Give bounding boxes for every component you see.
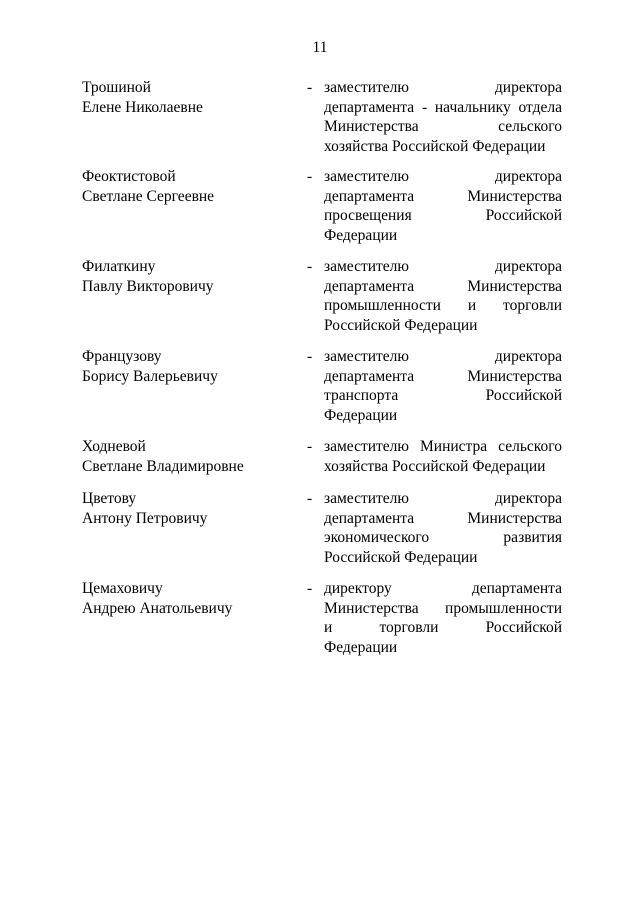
position-line: департамента Министерства <box>324 509 562 527</box>
surname: Цветову <box>82 490 137 507</box>
position-line: департамента Министерства <box>324 187 562 205</box>
position-line: Федерации <box>324 406 398 424</box>
page-number: 11 <box>312 39 328 56</box>
position-line: экономического развития <box>324 529 562 546</box>
position-text <box>324 257 562 335</box>
position-line: директору департамента <box>324 580 562 597</box>
given-name: Павлу Викторовичу <box>82 277 214 295</box>
given-name: Светлане Владимировне <box>82 457 244 475</box>
person-name <box>82 579 292 618</box>
surname: Французову <box>82 348 162 365</box>
person-name <box>82 437 292 476</box>
position-line: заместителю директора <box>324 258 562 275</box>
position-line: хозяйства Российской Федерации <box>324 457 546 475</box>
dash: - <box>307 258 313 275</box>
position-line: департамента - начальнику отдела <box>324 98 562 116</box>
person-name <box>82 347 292 386</box>
position-line: заместителю директора <box>324 348 562 365</box>
dash: - <box>307 490 313 507</box>
person-name <box>82 78 292 117</box>
surname: Ходневой <box>82 438 146 455</box>
position-line: департамента Министерства <box>324 277 562 295</box>
position-line: промышленности и торговли <box>324 297 562 314</box>
position-text <box>324 579 562 657</box>
position-line: транспорта Российской <box>324 387 562 404</box>
position-line: департамента Министерства <box>324 367 562 385</box>
position-line: просвещения Российской <box>324 207 562 224</box>
dash: - <box>307 79 313 96</box>
given-name: Борису Валерьевичу <box>82 367 218 385</box>
person-name <box>82 489 292 528</box>
given-name: Елене Николаевне <box>82 98 203 116</box>
position-line: заместителю директора <box>324 168 562 185</box>
surname: Цемаховичу <box>82 580 163 597</box>
position-line: и торговли Российской <box>324 619 562 636</box>
dash: - <box>307 580 313 597</box>
surname: Трошиной <box>82 79 151 96</box>
position-line: заместителю Министра сельского <box>324 438 562 455</box>
position-text <box>324 78 562 156</box>
position-text <box>324 167 562 245</box>
position-line: хозяйства Российской Федерации <box>324 137 546 155</box>
given-name: Светлане Сергеевне <box>82 187 215 205</box>
position-line: заместителю директора <box>324 490 562 507</box>
position-line: Министерства промышленности <box>324 599 562 617</box>
person-name <box>82 257 292 296</box>
position-line: Министерства сельского <box>324 118 562 135</box>
given-name: Антону Петровичу <box>82 509 208 527</box>
position-line: Федерации <box>324 226 398 244</box>
surname: Филаткину <box>82 258 156 275</box>
dash: - <box>307 168 313 185</box>
person-name <box>82 167 292 206</box>
given-name: Андрею Анатольевичу <box>82 599 233 617</box>
position-line: Федерации <box>324 638 398 656</box>
position-text <box>324 437 562 476</box>
position-line: заместителю директора <box>324 79 562 96</box>
dash: - <box>307 348 313 365</box>
surname: Феоктистовой <box>82 168 176 185</box>
position-line: Российской Федерации <box>324 316 478 334</box>
dash: - <box>307 438 313 455</box>
position-text <box>324 489 562 567</box>
position-line: Российской Федерации <box>324 548 478 566</box>
position-text <box>324 347 562 425</box>
